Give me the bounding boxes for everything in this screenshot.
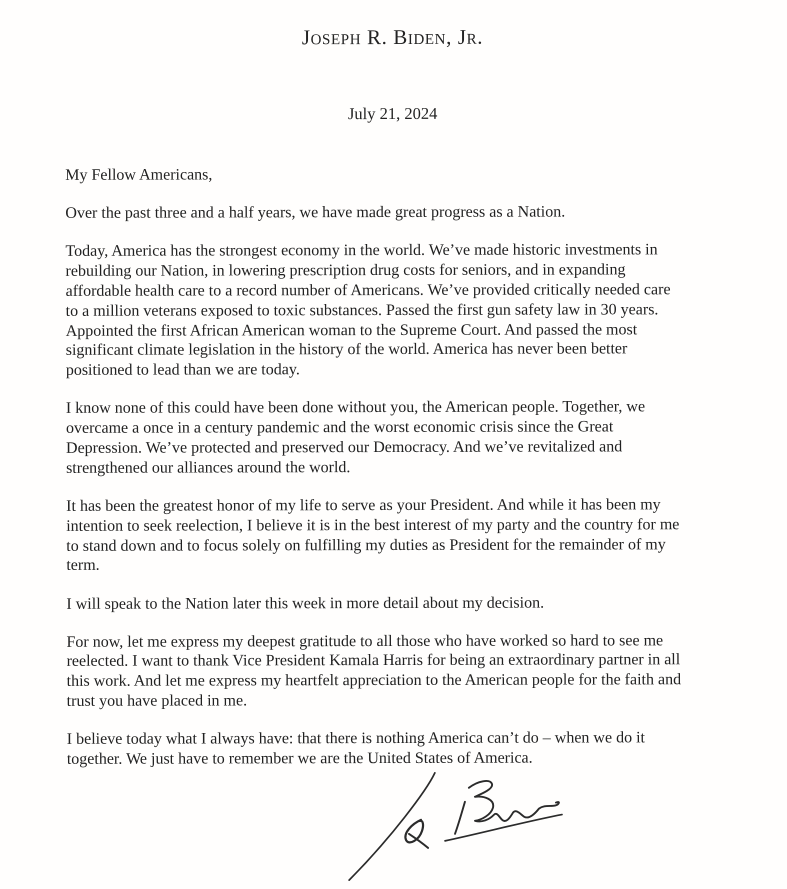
letterhead-name: Joseph R. Biden, Jr. — [301, 24, 484, 50]
paragraph-gratitude: For now, let me express my deepest gratitude to all those who have worked so hard to see me reelected. I want to thank Vice President Kamala Harris for being an extraordinary partner in all this work. And let me express my heartfelt appreciation to the American people for the faith and trust you have placed in me. — [66, 631, 682, 710]
signature-block — [339, 770, 571, 889]
biden-signature-icon — [339, 770, 571, 889]
paragraph-american-people: I know none of this could have been done without you, the American people. Together, we overcame a once in a century pandemic and the worst economic crisis since the Great Depression. We’ve protected and preserved our Democracy. And we’ve revitalized and strengthened our alliances around the world. — [65, 398, 646, 477]
paragraph-progress: Over the past three and a half years, we have made great progress as a Nation. — [65, 203, 566, 223]
paragraph-stand-down: It has been the greatest honor of my life to serve as your President. And while it has been my intention to seek reelection, I believe it is in the best interest of my party and the country for me to stand down and to focus solely on fulfilling my duties as President for the remainder of my term. — [66, 496, 680, 575]
paragraph-closing: I believe today what I always have: that there is nothing America can’t do – when we do it together. We just have to remember we are the United States of America. — [66, 729, 645, 768]
paragraph-speak-to-nation: I will speak to the Nation later this week in more detail about my decision. — [66, 594, 545, 613]
letter-body — [65, 164, 781, 770]
salutation: My Fellow Americans, — [65, 166, 213, 184]
date-line: July 21, 2024 — [347, 103, 438, 124]
paragraph-accomplishments: Today, America has the strongest economy in the world. We’ve made historic investments in rebuilding our Nation, in lowering prescription drug costs for seniors, and in expanding affordable health care to a record number of Americans. We’ve provided critically needed care to a million veterans exposed to toxic substances. Passed the first gun safety law in 30 years. Appointed the first African American woman to the Supreme Court. And passed the most significant climate legislation in the history of the world. America has never been better positioned to lead than we are today. — [65, 241, 671, 380]
